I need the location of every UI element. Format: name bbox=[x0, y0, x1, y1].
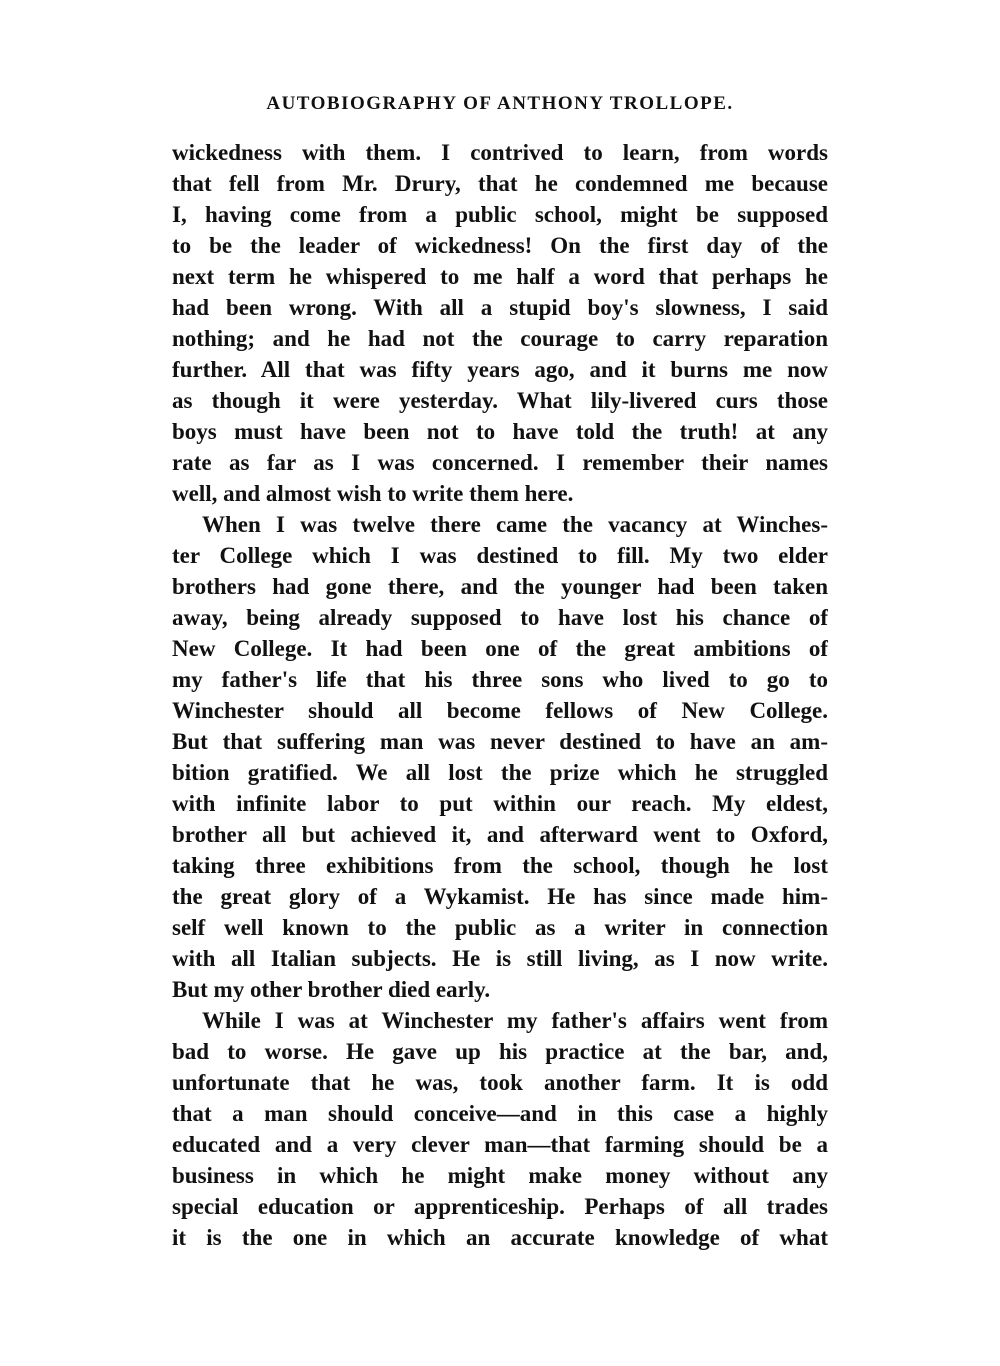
text-line: with infinite labor to put within our reach. My eldest, bbox=[172, 791, 828, 816]
body-text bbox=[172, 137, 828, 1253]
text-line: well, and almost wish to write them here. bbox=[172, 481, 574, 506]
text-line: brothers had gone there, and the younger had been taken bbox=[172, 574, 828, 599]
text-line: taking three exhibitions from the school, though he lost bbox=[172, 853, 828, 878]
text-line: as though it were yesterday. What lily-livered curs those bbox=[172, 388, 828, 413]
text-line: with all Italian subjects. He is still living, as I now write. bbox=[172, 946, 828, 971]
text-line: had been wrong. With all a stupid boy's slowness, I said bbox=[172, 295, 828, 320]
text-line: away, being already supposed to have lost his chance of bbox=[172, 605, 828, 630]
text-line: brother all but achieved it, and afterward went to Oxford, bbox=[172, 822, 828, 847]
text-line: bad to worse. He gave up his practice at the bar, and, bbox=[172, 1039, 828, 1064]
paragraph-first-line: While I was at Winchester my father's affairs went from bbox=[202, 1008, 828, 1033]
text-line: ter College which I was destined to fill. My two elder bbox=[172, 543, 828, 568]
running-head: AUTOBIOGRAPHY OF ANTHONY TROLLOPE. bbox=[266, 93, 734, 114]
text-line: But my other brother died early. bbox=[172, 977, 491, 1002]
text-line: it is the one in which an accurate knowledge of what bbox=[172, 1225, 828, 1250]
text-line: boys must have been not to have told the truth! at any bbox=[172, 419, 828, 444]
text-line: special education or apprenticeship. Perhaps of all trades bbox=[172, 1194, 828, 1219]
text-line: the great glory of a Wykamist. He has since made him- bbox=[172, 884, 828, 909]
text-line: next term he whispered to me half a word that perhaps he bbox=[172, 264, 828, 289]
text-line: self well known to the public as a writer in connection bbox=[172, 915, 828, 940]
text-line: unfortunate that he was, took another farm. It is odd bbox=[172, 1070, 828, 1095]
text-line: nothing; and he had not the courage to carry reparation bbox=[172, 326, 828, 351]
text-line: Winchester should all become fellows of New College. bbox=[172, 698, 828, 723]
text-line: bition gratified. We all lost the prize which he struggled bbox=[172, 760, 828, 785]
text-line: But that suffering man was never destined to have an am- bbox=[172, 729, 828, 754]
text-line: further. All that was fifty years ago, and it burns me now bbox=[172, 357, 828, 382]
text-line: that a man should conceive—and in this case a highly bbox=[172, 1101, 828, 1126]
text-line: educated and a very clever man—that farming should be a bbox=[172, 1132, 828, 1157]
text-line: that fell from Mr. Drury, that he condemned me because bbox=[172, 171, 828, 196]
text-line: New College. It had been one of the great ambitions of bbox=[172, 636, 828, 661]
text-line: rate as far as I was concerned. I remember their names bbox=[172, 450, 828, 475]
paragraph-first-line: When I was twelve there came the vacancy at Winches- bbox=[202, 512, 828, 537]
text-line: wickedness with them. I contrived to learn, from words bbox=[172, 140, 828, 165]
text-line: to be the leader of wickedness! On the first day of the bbox=[172, 233, 828, 258]
text-line: I, having come from a public school, might be supposed bbox=[172, 202, 828, 227]
text-line: my father's life that his three sons who lived to go to bbox=[172, 667, 828, 692]
text-line: business in which he might make money without any bbox=[172, 1163, 828, 1188]
